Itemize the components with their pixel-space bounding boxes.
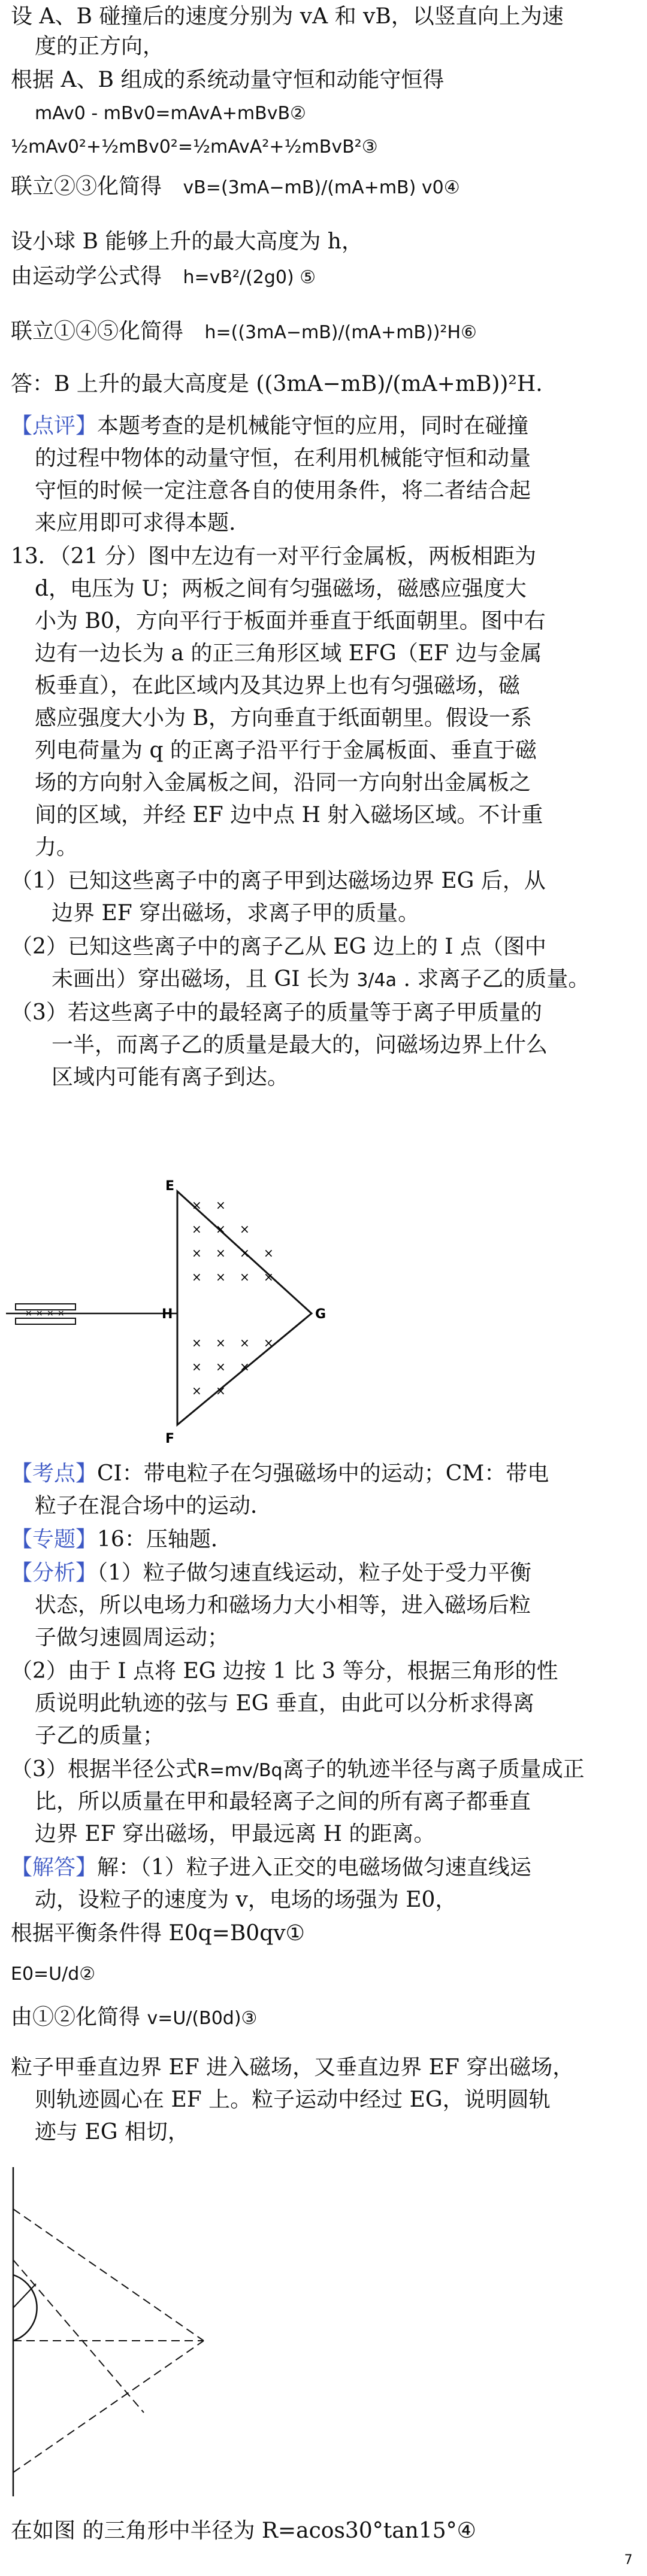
label-h: H — [162, 1307, 173, 1322]
field-cross: × — [240, 1360, 250, 1374]
field-cross: × — [216, 1360, 226, 1374]
text-line — [11, 1560, 531, 1586]
text-line: 子乙的质量； — [35, 1724, 165, 1748]
text-line — [52, 966, 589, 994]
text-line: 设小球 B 能够上升的最大高度为 h， — [11, 229, 363, 254]
text-line: 一半，而离子乙的质量是最大的，问磁场边界上什么 — [52, 1033, 548, 1057]
plate-cross: × — [36, 1309, 43, 1318]
dashed-line — [13, 2260, 144, 2413]
field-cross: × — [192, 1360, 202, 1374]
text-span: 未画出）穿出磁场，且 GI 长为 — [52, 967, 350, 991]
field-cross: × — [216, 1246, 226, 1260]
field-cross: × — [264, 1270, 274, 1284]
text-line: 边界 EF 穿出磁场，求离子甲的质量。 — [52, 901, 420, 926]
text-line: 小为 B0，方向平行于板面并垂直于纸面朝里。图中右 — [35, 609, 546, 633]
text-line: 间的区域，并经 EF 边中点 H 射入磁场区域。不计重 — [35, 803, 543, 827]
equation-6: h=((3mA−mB)/(mA+mB))²H⑥ — [204, 322, 477, 343]
text-line — [11, 1527, 232, 1553]
field-cross: × — [240, 1336, 250, 1350]
figure-plates-triangle — [0, 1113, 647, 1449]
text-span: （3）根据半径公式 — [11, 1757, 197, 1782]
text-line: （2）由于 I 点将 EG 边按 1 比 3 等分，根据三角形的性 — [11, 1659, 558, 1683]
equation-2: mAv0 - mBv0=mAvA+mBvB② — [35, 103, 306, 124]
text-line: 守恒的时候一定注意各自的使用条件，将二者结合起 — [35, 478, 531, 503]
text-span: （1）粒子做匀速直线运动，粒子处于受力平衡 — [97, 1561, 531, 1585]
equation-5: h=vB²/(2g0) ⑤ — [183, 267, 316, 288]
text-line: 质说明此轨迹的弦与 EG 垂直，由此可以分析求得离 — [35, 1691, 534, 1716]
text-line: 状态，所以电场力和磁场力大小相等，进入磁场后粒 — [35, 1593, 531, 1618]
jieda-tag: 【解答】 — [11, 1855, 98, 1880]
text-line: 动，设粒子的速度为 v，电场的场强为 E0， — [35, 1888, 457, 1912]
radius-formula: R=mv/Bq — [196, 1760, 283, 1781]
text-line — [11, 263, 316, 291]
field-cross: × — [216, 1383, 226, 1398]
equation-v: v=U/(B0d)③ — [147, 2008, 258, 2029]
label-f: F — [165, 1431, 175, 1446]
text-line: 根据平衡条件得 E0q=B0qv① — [11, 1921, 305, 1946]
text-span: 离子的轨迹半径与离子质量成正 — [282, 1757, 585, 1782]
text-line: 在如图 的三角形中半径为 R=acos30°tan15°④ — [11, 2519, 476, 2543]
plate-cross: × — [25, 1309, 32, 1318]
text-line: 粒子在混合场中的运动． — [35, 1494, 273, 1518]
plate-cross: × — [47, 1309, 54, 1318]
text-span: 联立①④⑤化简得 — [11, 319, 184, 344]
text-span: 由①②化简得 — [11, 2005, 141, 2029]
zhuanti-tag: 【专题】 — [11, 1527, 98, 1552]
page-number: 7 — [624, 2553, 633, 2568]
text-line: 的过程中物体的动量守恒，在利用机械能守恒和动量 — [35, 446, 531, 471]
text-line: 场的方向射入金属板之间，沿同一方向射出金属板之 — [35, 770, 531, 795]
text-line: 迹与 EG 相切， — [35, 2120, 189, 2144]
text-line: d，电压为 U；两板之间有匀强磁场，磁感应强度大 — [35, 577, 527, 601]
figure-tangent-circle — [0, 2161, 252, 2508]
text-line: 度的正方向， — [35, 34, 165, 59]
field-cross: × — [192, 1270, 202, 1284]
sub-question-1: （1）已知这些离子中的离子甲到达磁场边界 EG 后，从 — [11, 869, 546, 893]
answer-line: 答：B 上升的最大高度是 ((3mA−mB)/(mA+mB))²H. — [11, 372, 543, 396]
text-line — [11, 1461, 549, 1487]
field-cross: × — [240, 1246, 250, 1260]
field-cross: × — [240, 1270, 250, 1284]
trajectory-arc — [13, 2275, 37, 2341]
label-g: G — [315, 1307, 326, 1322]
text-line: 根据 A、B 组成的系统动量守恒和动能守恒得 — [11, 68, 445, 92]
text-line: 边界 EF 穿出磁场，甲最远离 H 的距离。 — [35, 1822, 436, 1846]
equation-4: vB=(3mA−mB)/(mA+mB) v0④ — [183, 177, 460, 198]
dashed-line — [13, 2341, 204, 2472]
dashed-line — [13, 2209, 204, 2341]
fraction-three-quarters-a: 3/4a — [356, 970, 397, 991]
question-13-line: 13．（21 分）图中左边有一对平行金属板，两板相距为 — [11, 544, 537, 569]
text-line — [11, 413, 528, 439]
sub-question-3: （3）若这些离子中的最轻离子的质量等于离子甲质量的 — [11, 1000, 542, 1025]
field-cross: × — [216, 1336, 226, 1350]
text-span: 16：压轴题． — [97, 1527, 232, 1552]
fenxi-tag: 【分析】 — [11, 1561, 98, 1585]
text-line: 板垂直），在此区域内及其边界上也有匀强磁场，磁 — [35, 673, 521, 698]
text-span: 本题考查的是机械能守恒的应用，同时在碰撞 — [97, 414, 529, 438]
field-cross: × — [240, 1222, 250, 1236]
text-line — [11, 318, 477, 346]
field-cross: × — [192, 1198, 202, 1212]
lower-plate — [16, 1318, 75, 1324]
field-cross: × — [216, 1222, 226, 1236]
field-cross: × — [264, 1246, 274, 1260]
kaodian-tag: 【考点】 — [11, 1461, 98, 1486]
plate-cross: × — [58, 1309, 65, 1318]
field-cross: × — [216, 1198, 226, 1212]
triangle-field-crosses — [192, 1198, 274, 1398]
text-line — [11, 1756, 585, 1784]
text-span: . 求离子乙的质量。 — [403, 967, 590, 991]
text-span: CI：带电粒子在匀强磁场中的运动；CM：带电 — [97, 1461, 549, 1486]
text-line: 区域内可能有离子到达。 — [52, 1065, 289, 1090]
text-line: 则轨迹圆心在 EF 上。粒子运动中经过 EG，说明圆轨 — [35, 2087, 551, 2112]
text-span: 由运动学公式得 — [11, 264, 162, 289]
field-cross: × — [192, 1383, 202, 1398]
text-line: 来应用即可求得本题. — [35, 511, 236, 535]
radius-line — [13, 2284, 36, 2308]
text-line — [11, 2004, 257, 2032]
text-line: 粒子甲垂直边界 EF 进入磁场，又垂直边界 EF 穿出磁场， — [11, 2055, 575, 2080]
text-line: 比，所以质量在甲和最轻离子之间的所有离子都垂直 — [35, 1789, 531, 1814]
field-cross: × — [192, 1336, 202, 1350]
field-cross: × — [192, 1222, 202, 1236]
text-line — [11, 1855, 531, 1881]
equation-3: ½mAv0²+½mBv0²=½mAvA²+½mBvB²③ — [11, 136, 378, 157]
field-cross: × — [264, 1336, 274, 1350]
text-line: 设 A、B 碰撞后的速度分别为 vA 和 vB，以竖直向上为速 — [11, 4, 564, 29]
text-line: 力。 — [35, 835, 78, 860]
sub-question-2: （2）已知这些离子中的离子乙从 EG 边上的 I 点（图中 — [11, 934, 546, 959]
upper-plate — [16, 1304, 75, 1310]
field-cross: × — [216, 1270, 226, 1284]
text-line: 子做匀速圆周运动； — [35, 1625, 229, 1650]
equation-e0: E0=U/d② — [11, 1964, 96, 1985]
text-span: 联立②③化简得 — [11, 174, 162, 199]
text-line: 感应强度大小为 B，方向垂直于纸面朝里。假设一系 — [35, 706, 532, 730]
comment-tag: 【点评】 — [11, 414, 98, 438]
text-line — [11, 174, 460, 201]
text-span: 解：（1）粒子进入正交的电磁场做匀速直线运 — [97, 1855, 531, 1880]
field-cross: × — [192, 1246, 202, 1260]
text-line: 边有一边长为 a 的正三角形区域 EFG（EF 边与金属 — [35, 641, 542, 666]
label-e: E — [165, 1179, 175, 1194]
text-line: 列电荷量为 q 的正离子沿平行于金属板面、垂直于磁 — [35, 738, 537, 763]
